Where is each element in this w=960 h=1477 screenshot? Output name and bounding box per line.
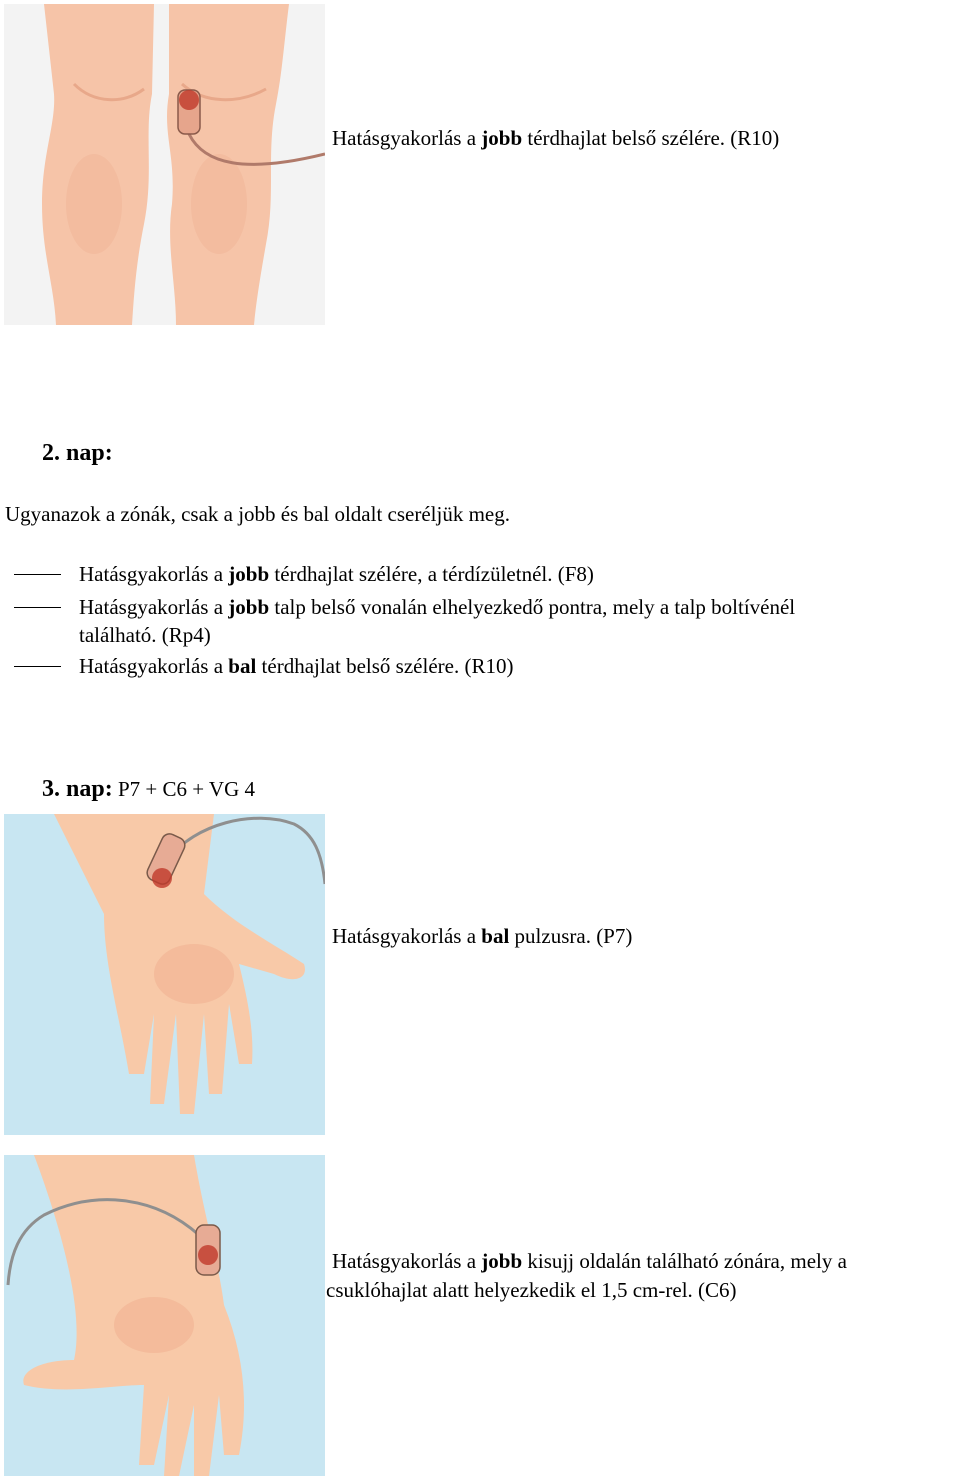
caption-wrist-right-line2: csuklóhajlat alatt helyezkedik el 1,5 cm-rel. (C6) <box>326 1278 737 1302</box>
knees-illustration <box>4 4 325 325</box>
day3-heading: 3. nap: P7 + C6 + VG 4 <box>42 776 256 802</box>
right-wrist-illustration <box>4 1155 325 1476</box>
day2-heading: 2. nap: <box>42 440 113 466</box>
day2-intro: Ugyanazok a zónák, csak a jobb és bal oldalt cseréljük meg. <box>5 502 510 526</box>
caption-knee: Hatásgyakorlás a jobb térdhajlat belső szélére. (R10) <box>332 126 780 150</box>
left-wrist-illustration <box>4 814 325 1135</box>
caption-wrist-left: Hatásgyakorlás a bal pulzusra. (P7) <box>332 924 633 948</box>
caption-wrist-right: Hatásgyakorlás a jobb kisujj oldalán található zónára, mely a <box>332 1249 847 1273</box>
